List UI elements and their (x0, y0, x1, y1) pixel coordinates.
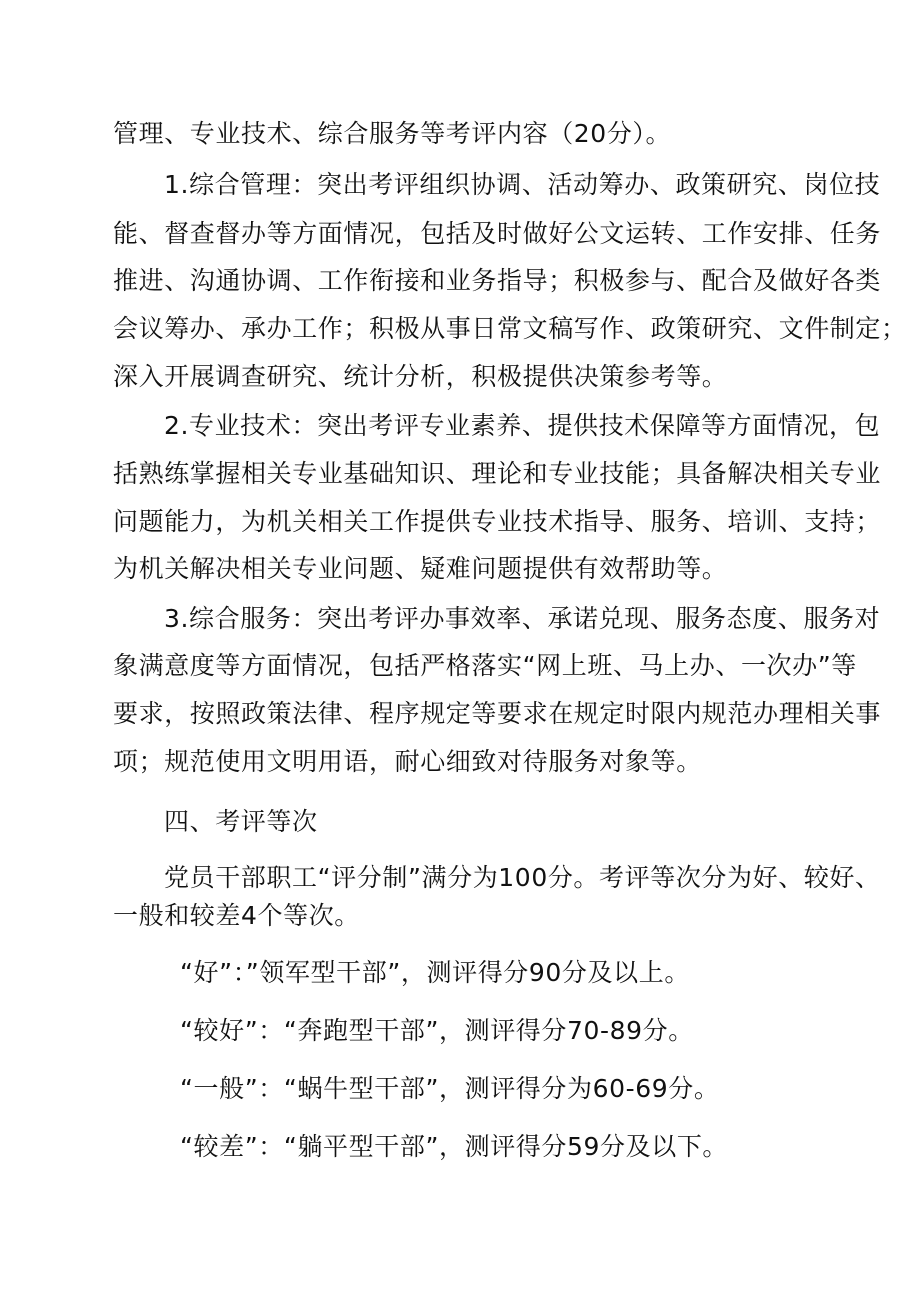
paragraph-line: 深入开展调查研究、统计分析，积极提供决策参考等。 (113, 362, 728, 391)
grade-line-fairly-good: “较好”：“奔跑型干部”，测评得分70-89分。 (180, 1016, 694, 1045)
item-3-heading-line: 3.综合服务：突出考评办事效率、承诺兑现、服务态度、服务对 (164, 604, 881, 633)
paragraph-line: 括熟练掌握相关专业基础知识、理论和专业技能；具备解决相关专业 (113, 459, 882, 488)
grade-line-good: “好”：”领军型干部”，测评得分90分及以上。 (180, 958, 690, 987)
paragraph-line: 一般和较差4个等次。 (113, 901, 360, 930)
paragraph-line: 项；规范使用文明用语，耐心细致对待服务对象等。 (113, 747, 702, 776)
item-2-heading-line: 2.专业技术：突出考评专业素养、提供技术保障等方面情况，包 (164, 411, 881, 440)
item-1-heading-line: 1.综合管理：突出考评组织协调、活动筹办、政策研究、岗位技 (164, 170, 881, 199)
paragraph-line: 党员干部职工“评分制”满分为100分。考评等次分为好、较好、 (164, 863, 881, 892)
grade-line-poor: “较差”：“躺平型干部”，测评得分59分及以下。 (180, 1132, 729, 1161)
paragraph-line: 为机关解决相关专业问题、疑难问题提供有效帮助等。 (113, 554, 728, 583)
grade-line-average: “一般”：“蜗牛型干部”，测评得分为60-69分。 (180, 1074, 720, 1103)
paragraph-line: 管理、专业技术、综合服务等考评内容（20分）。 (113, 119, 672, 148)
paragraph-line: 能、督查督办等方面情况，包括及时做好公文运转、工作安排、任务 (113, 219, 882, 248)
paragraph-line: 推进、沟通协调、工作衔接和业务指导；积极参与、配合及做好各类 (113, 266, 882, 295)
paragraph-line: 象满意度等方面情况，包括严格落实“网上班、马上办、一次办”等 (113, 651, 857, 680)
paragraph-line: 问题能力，为机关相关工作提供专业技术指导、服务、培训、支持； (113, 507, 882, 536)
section-heading: 四、考评等次 (164, 807, 318, 836)
paragraph-line: 会议筹办、承办工作；积极从事日常文稿写作、政策研究、文件制定； (113, 314, 907, 343)
paragraph-line: 要求，按照政策法律、程序规定等要求在规定时限内规范办理相关事 (113, 699, 882, 728)
